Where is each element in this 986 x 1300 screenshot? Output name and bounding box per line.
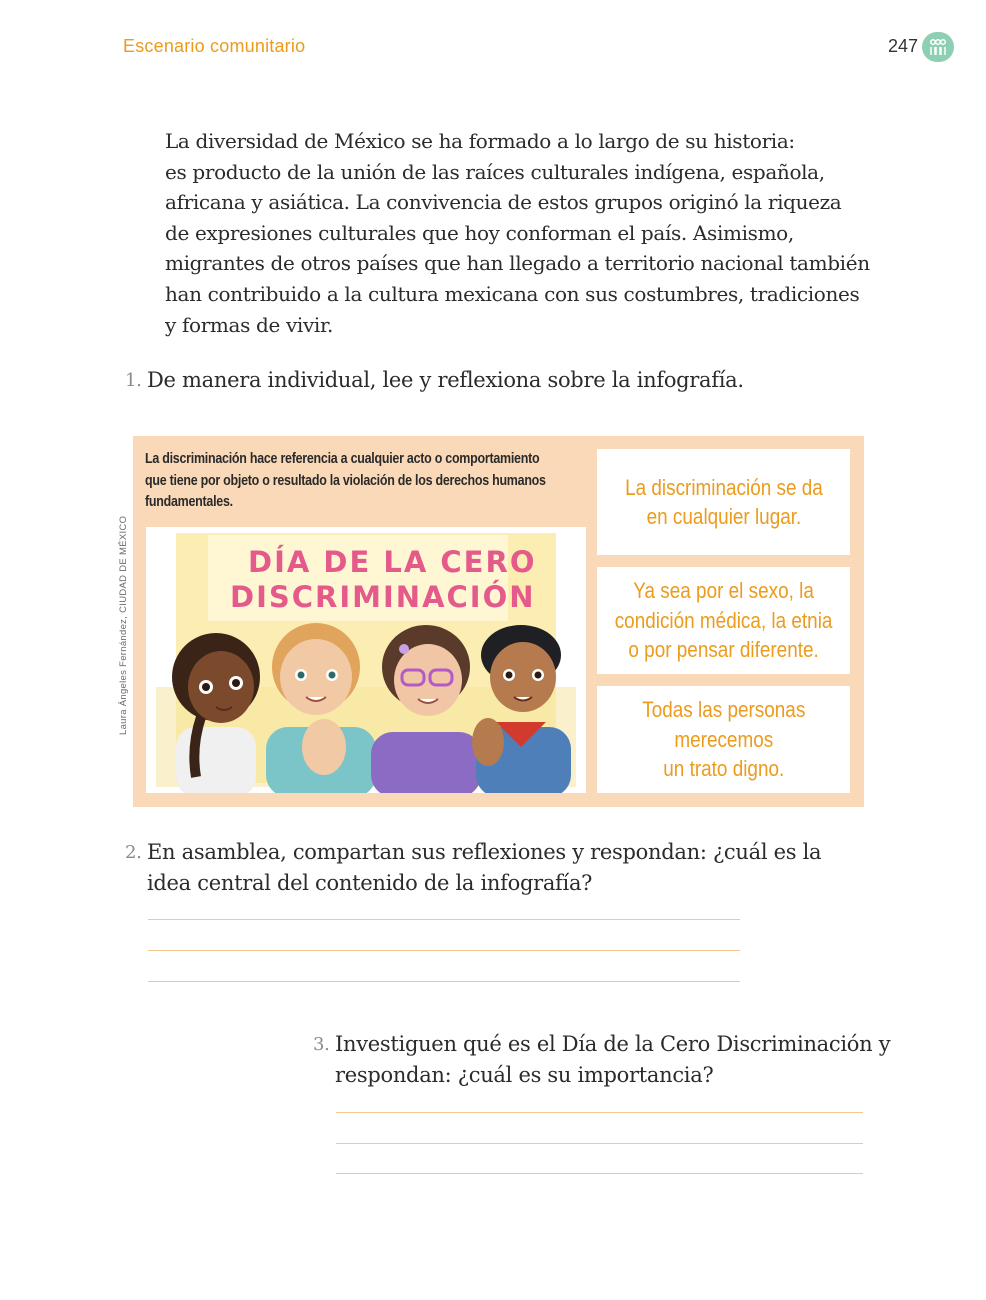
activity-number: 1. [125,370,142,391]
answer-line[interactable] [336,1143,863,1144]
card-line: Todas las personas [641,697,806,723]
answer-line[interactable] [148,981,740,982]
answer-line[interactable] [336,1173,863,1174]
answer-line[interactable] [148,919,740,920]
children-illustration [146,527,586,793]
intro-paragraph [165,126,870,340]
activity-text: respondan: ¿cuál es su importancia? [335,1063,714,1087]
intro-line: La diversidad de México se ha formado a lo largo de su historia: [165,129,795,153]
section-title: Escenario comunitario [123,36,306,56]
card-line: Ya sea por el sexo, la [633,578,814,604]
card-line: condición médica, la etnia [614,607,833,633]
activity-text: En asamblea, compartan sus reflexiones y respondan: ¿cuál es la [147,840,822,864]
definition-text [145,449,611,514]
activity-1 [125,365,744,396]
card-line: merecemos [674,726,773,752]
intro-line: han contribuido a la cultura mexicana con sus costumbres, tradiciones [165,281,860,306]
answer-line[interactable] [148,950,740,951]
activity-text: De manera individual, lee y reflexiona sobre la infografía. [147,368,744,392]
intro-line: de expresiones culturales que hoy conforman el país. Asimismo, [165,220,794,245]
activity-number: 2. [125,842,142,863]
info-card-dignity [597,686,850,793]
banner-line: DISCRIMINACIÓN [230,580,536,614]
activity-3 [313,1029,891,1091]
activity-text: Investiguen qué es el Día de la Cero Discriminación y [335,1032,891,1056]
card-line: un trato digno. [663,756,784,782]
intro-line: africana y asiática. La convivencia de estos grupos originó la riqueza [165,190,842,215]
info-card-anywhere [597,449,850,555]
activity-text: idea central del contenido de la infografía? [147,871,593,895]
illustration-credit: Laura Ángeles Fernández, CIUDAD DE MÉXICO [118,515,129,735]
page-number: 247 [888,36,919,56]
community-icon [922,32,954,62]
definition-line: fundamentales. [145,494,233,510]
banner-line: DÍA DE LA CERO [248,545,537,579]
activity-number: 3. [313,1034,330,1055]
intro-line: migrantes de otros países que han llegado a territorio nacional también [165,251,870,276]
card-line: o por pensar diferente. [628,637,819,663]
intro-line: es producto de la unión de las raíces culturales indígena, española, [165,159,825,184]
activity-2 [125,837,822,899]
answer-line[interactable] [336,1112,863,1113]
card-line: La discriminación se da [624,474,823,500]
intro-line: y formas de vivir. [165,312,333,337]
definition-line: que tiene por objeto o resultado la violación de los derechos humanos [145,472,546,489]
info-card-reasons [597,567,850,674]
definition-line: La discriminación hace referencia a cualquier acto o comportamiento [145,451,540,467]
card-line: en cualquier lugar. [646,504,801,529]
